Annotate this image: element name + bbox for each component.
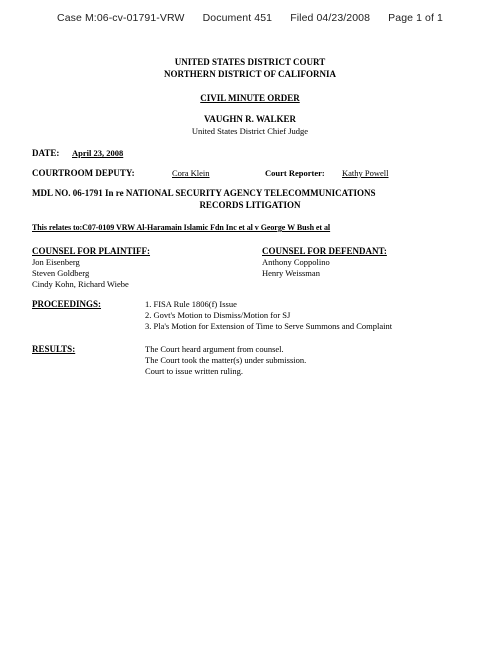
document-header — [0, 12, 500, 24]
plaintiff-counsel-3: Cindy Kohn, Richard Wiebe — [32, 279, 129, 289]
judge-name: VAUGHN R. WALKER — [204, 114, 296, 124]
filed-date: Filed 04/23/2008 — [290, 12, 371, 24]
court-name: UNITED STATES DISTRICT COURT — [174, 57, 326, 67]
defendant-counsel-2: Henry Weissman — [262, 268, 320, 278]
plaintiff-counsel-1: Jon Eisenberg — [32, 257, 80, 267]
result-line-1: The Court heard argument from counsel. — [145, 344, 284, 354]
proceeding-item-1: 1. FISA Rule 1806(f) Issue — [145, 299, 237, 309]
plaintiff-counsel-heading: COUNSEL FOR PLAINTIFF: — [32, 246, 151, 256]
mdl-line-1: MDL NO. 06-1791 In re NATIONAL SECURITY AGENCY TELECOMMUNICATIONS — [32, 188, 376, 198]
court-district: NORTHERN DISTRICT OF CALIFORNIA — [164, 69, 336, 79]
deputy-value: Cora Klein — [172, 168, 210, 178]
date-label: DATE: — [32, 148, 60, 158]
proceeding-item-2: 2. Govt's Motion to Dismiss/Motion for SJ — [145, 310, 291, 320]
plaintiff-counsel-2: Steven Goldberg — [32, 268, 90, 278]
proceeding-item-3: 3. Pla's Motion for Extension of Time to Serve Summons and Complaint — [145, 321, 393, 331]
result-line-3: Court to issue written ruling. — [145, 366, 243, 376]
date-value: April 23, 2008 — [72, 148, 124, 158]
defendant-counsel-heading: COUNSEL FOR DEFENDANT: — [262, 246, 387, 256]
judge-title: United States District Chief Judge — [191, 126, 309, 136]
order-title: CIVIL MINUTE ORDER — [200, 93, 300, 103]
document-number: Document 451 — [202, 12, 273, 24]
proceedings-label: PROCEEDINGS: — [32, 299, 102, 309]
case-number: Case M:06-cv-01791-VRW — [57, 12, 185, 24]
page-number: Page 1 of 1 — [388, 12, 443, 24]
mdl-line-2: RECORDS LITIGATION — [199, 200, 301, 210]
relates-to: This relates to:C07-0109 VRW Al-Haramain Islamic Fdn Inc et al v George W Bush et al — [32, 223, 331, 232]
defendant-counsel-1: Anthony Coppolino — [262, 257, 330, 267]
reporter-value: Kathy Powell — [342, 168, 389, 178]
reporter-label: Court Reporter: — [265, 168, 325, 178]
results-label: RESULTS: — [32, 344, 76, 354]
result-line-2: The Court took the matter(s) under submission. — [145, 355, 307, 365]
deputy-label: COURTROOM DEPUTY: — [32, 168, 135, 178]
